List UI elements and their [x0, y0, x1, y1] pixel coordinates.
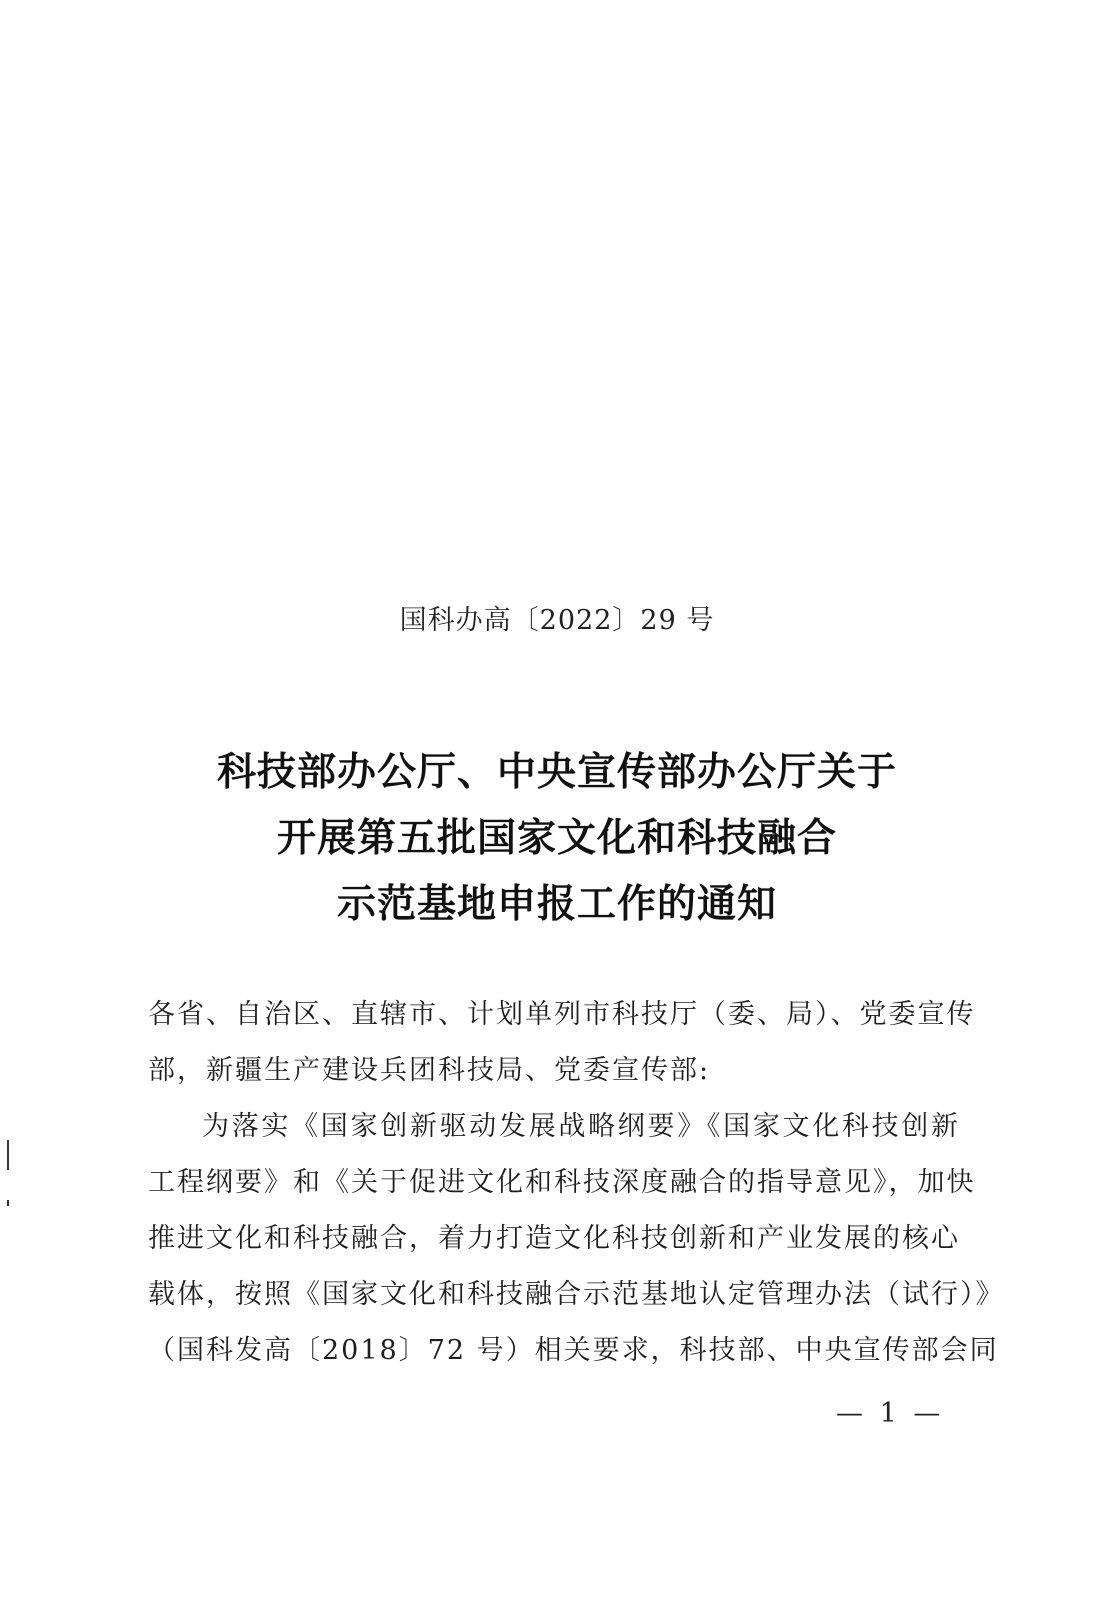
page-number: — 1 — [836, 1398, 945, 1429]
document-number: 国科办高〔2022〕29 号 [399, 605, 715, 636]
scan-artifact-mark [7, 1140, 9, 1170]
scan-artifact-mark [7, 1200, 9, 1206]
addressee-line-1: 各省、自治区、直辖市、计划单列市科技厅（委、局）、党委宣传 [148, 999, 976, 1030]
title-line-3: 示范基地申报工作的通知 [336, 882, 777, 927]
paragraph-line-4: 载体，按照《国家文化和科技融合示范基地认定管理办法（试行）》 [148, 1279, 1005, 1310]
title-line-1: 科技部办公厅、中央宣传部办公厅关于 [216, 750, 897, 795]
document-title [0, 740, 1114, 938]
title-line-2: 开展第五批国家文化和科技融合 [276, 816, 837, 861]
paragraph-line-5: （国科发高〔2018〕72 号）相关要求，科技部、中央宣传部会同 [148, 1335, 999, 1366]
document-body [148, 987, 1005, 1379]
addressee-line-2: 部，新疆生产建设兵团科技局、党委宣传部: [148, 1055, 711, 1086]
paragraph-line-1: 为落实《国家创新驱动发展战略纲要》《国家文化科技创新 [202, 1111, 960, 1142]
paragraph-line-2: 工程纲要》和《关于促进文化和科技深度融合的指导意见》，加快 [148, 1167, 976, 1198]
paragraph-line-3: 推进文化和科技融合，着力打造文化科技创新和产业发展的核心 [148, 1223, 960, 1254]
